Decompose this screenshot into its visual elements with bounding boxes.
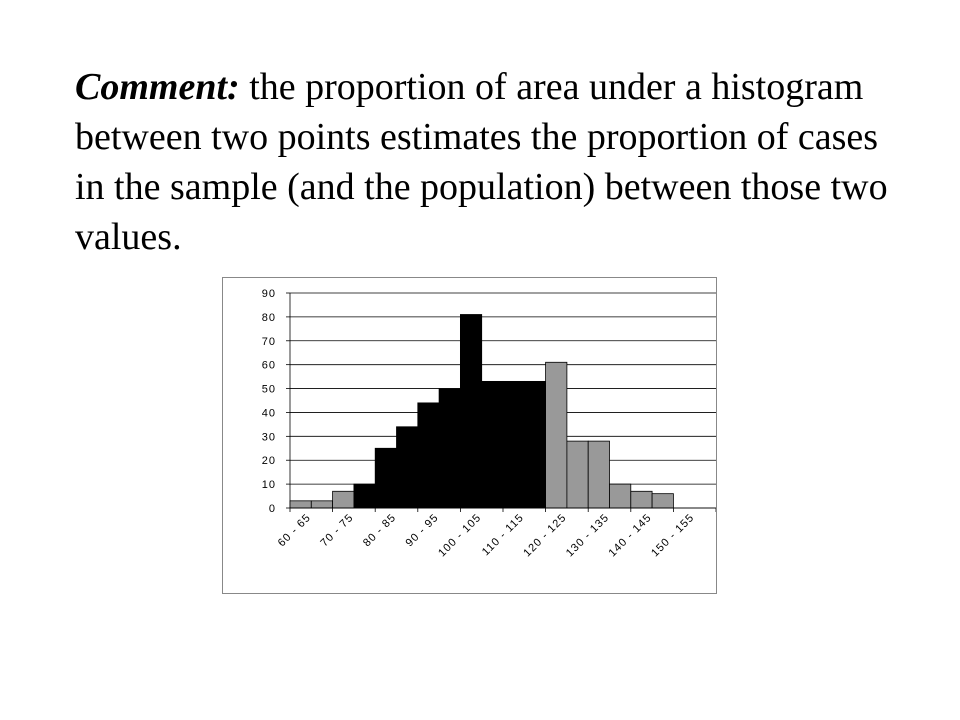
- histogram-bar: [588, 441, 609, 508]
- x-tick-label: 60 - 65: [275, 511, 314, 550]
- y-tick-label: 0: [268, 503, 276, 515]
- x-tick-label: 130 - 135: [563, 511, 612, 560]
- histogram-bar: [354, 484, 375, 508]
- histogram-chart: [222, 277, 717, 594]
- y-tick-label: 30: [261, 431, 276, 444]
- histogram-bar: [333, 491, 354, 508]
- histogram-bar: [418, 403, 439, 508]
- y-tick-label: 20: [261, 455, 276, 468]
- x-tick-label: 70 - 75: [318, 511, 357, 550]
- y-tick-label: 80: [261, 311, 276, 324]
- histogram-bar: [546, 362, 567, 508]
- comment-lead: Comment:: [75, 66, 240, 108]
- histogram-bar: [375, 448, 396, 508]
- y-tick-label: 90: [261, 288, 276, 300]
- histogram-bar: [460, 315, 481, 509]
- histogram-bar: [290, 501, 311, 508]
- x-tick-label: 140 - 145: [606, 511, 655, 560]
- y-tick-label: 70: [261, 335, 276, 348]
- x-tick-label: 90 - 95: [403, 511, 442, 550]
- histogram-bar: [631, 491, 652, 508]
- histogram-bar: [610, 484, 631, 508]
- x-tick-label: 100 - 105: [436, 511, 484, 560]
- histogram-bar: [397, 427, 418, 508]
- y-tick-label: 60: [261, 359, 276, 372]
- histogram-bar: [524, 381, 545, 508]
- comment-text: [75, 62, 895, 262]
- histogram-bar: [652, 494, 673, 508]
- histogram-bar: [567, 441, 588, 508]
- histogram-svg: [223, 278, 716, 593]
- histogram-bar: [439, 389, 460, 508]
- x-tick-label: 150 - 155: [649, 511, 697, 560]
- y-tick-label: 40: [261, 407, 276, 420]
- x-tick-label: 110 - 115: [479, 511, 527, 559]
- histogram-bar: [482, 381, 503, 508]
- x-tick-label: 120 - 125: [521, 511, 570, 560]
- histogram-bar: [503, 381, 524, 508]
- histogram-bar: [311, 501, 332, 508]
- x-tick-label: 80 - 85: [360, 511, 399, 550]
- y-tick-label: 50: [261, 383, 276, 396]
- y-tick-label: 10: [261, 479, 276, 492]
- comment-body: the proportion of area under a histogram between two points estimates the proportion of cases in the sample (and the population) between those two values.: [75, 66, 888, 258]
